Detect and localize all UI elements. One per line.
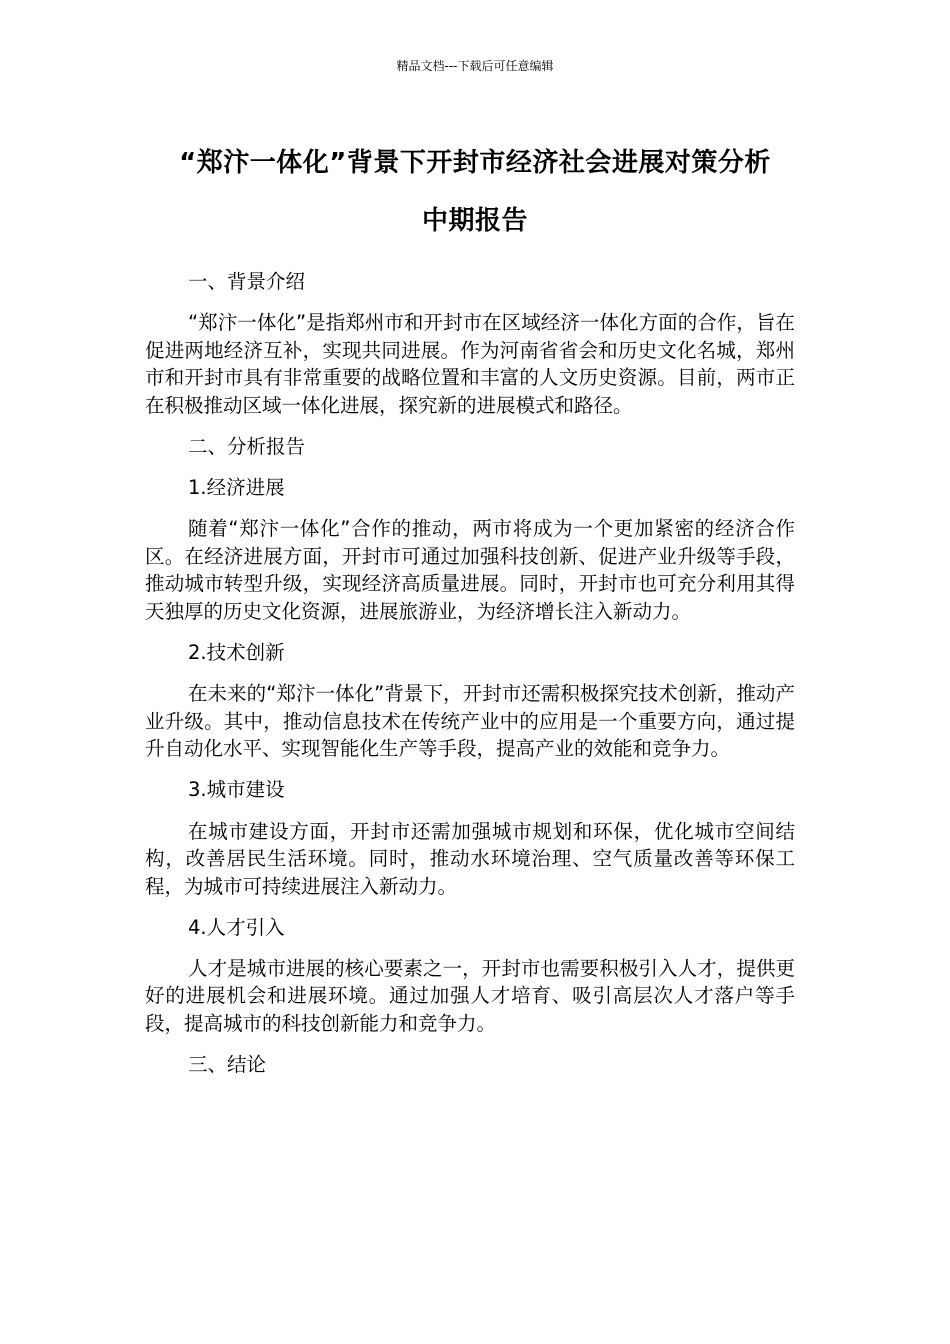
paragraph-economy: 随着“郑汴一体化”合作的推动，两市将成为一个更加紧密的经济合作区。在经济进展方面，开封市可通过加强科技创新、促进产业升级等手段，推动城市转型升级，实现经济高质量进展。同时，开封市也可充分利用其得天独厚的历史文化资源，进展旅游业，为经济增长注入新动力。 (145, 517, 795, 623)
paragraph-urban-construction: 在城市建设方面，开封市还需加强城市规划和环保，优化城市空间结构，改善居民生活环境。同时，推动水环境治理、空气质量改善等环保工程，为城市可持续进展注入新动力。 (145, 819, 795, 898)
document-title (130, 134, 820, 250)
paragraph-talent: 人才是城市进展的核心要素之一，开封市也需要积极引入人才，提供更好的进展机会和进展环境。通过加强人才培育、吸引高层次人才落户等手段，提高城市的科技创新能力和竞争力。 (145, 956, 795, 1036)
section-heading-analysis: 二、分析报告 (188, 434, 306, 458)
paragraph-technology: 在未来的“郑汴一体化”背景下，开封市还需积极探究技术创新，推动产业升级。其中，推动信息技术在传统产业中的应用是一个重要方向，通过提升自动化水平、实现智能化生产等手段，提高产业的效能和竞争力。 (145, 682, 795, 761)
title-line-2: 中期报告 (421, 206, 528, 236)
header-note: 精品文档---下载后可任意编辑 (396, 59, 554, 73)
document-body (145, 268, 795, 1092)
title-line-1: “郑汴一体化”背景下开封市经济社会进展对策分析 (179, 148, 771, 178)
section-heading-conclusion: 三、结论 (188, 1053, 267, 1077)
subheading-technology: 2.技术创新 (188, 641, 285, 665)
section-heading-background: 一、背景介绍 (188, 270, 306, 293)
subheading-urban-construction: 3.城市建设 (188, 778, 285, 802)
subheading-economy: 1.经济进展 (188, 476, 285, 500)
subheading-talent: 4.人才引入 (188, 915, 285, 939)
paragraph-background: “郑汴一体化”是指郑州市和开封市在区域经济一体化方面的合作，旨在促进两地经济互补，实现共同进展。作为河南省省会和历史文化名城，郑州市和开封市具有非常重要的战略位置和丰富的人文历史资源。目前，两市正在积极推动区域一体化进展，探究新的进展模式和路径。 (145, 311, 795, 417)
